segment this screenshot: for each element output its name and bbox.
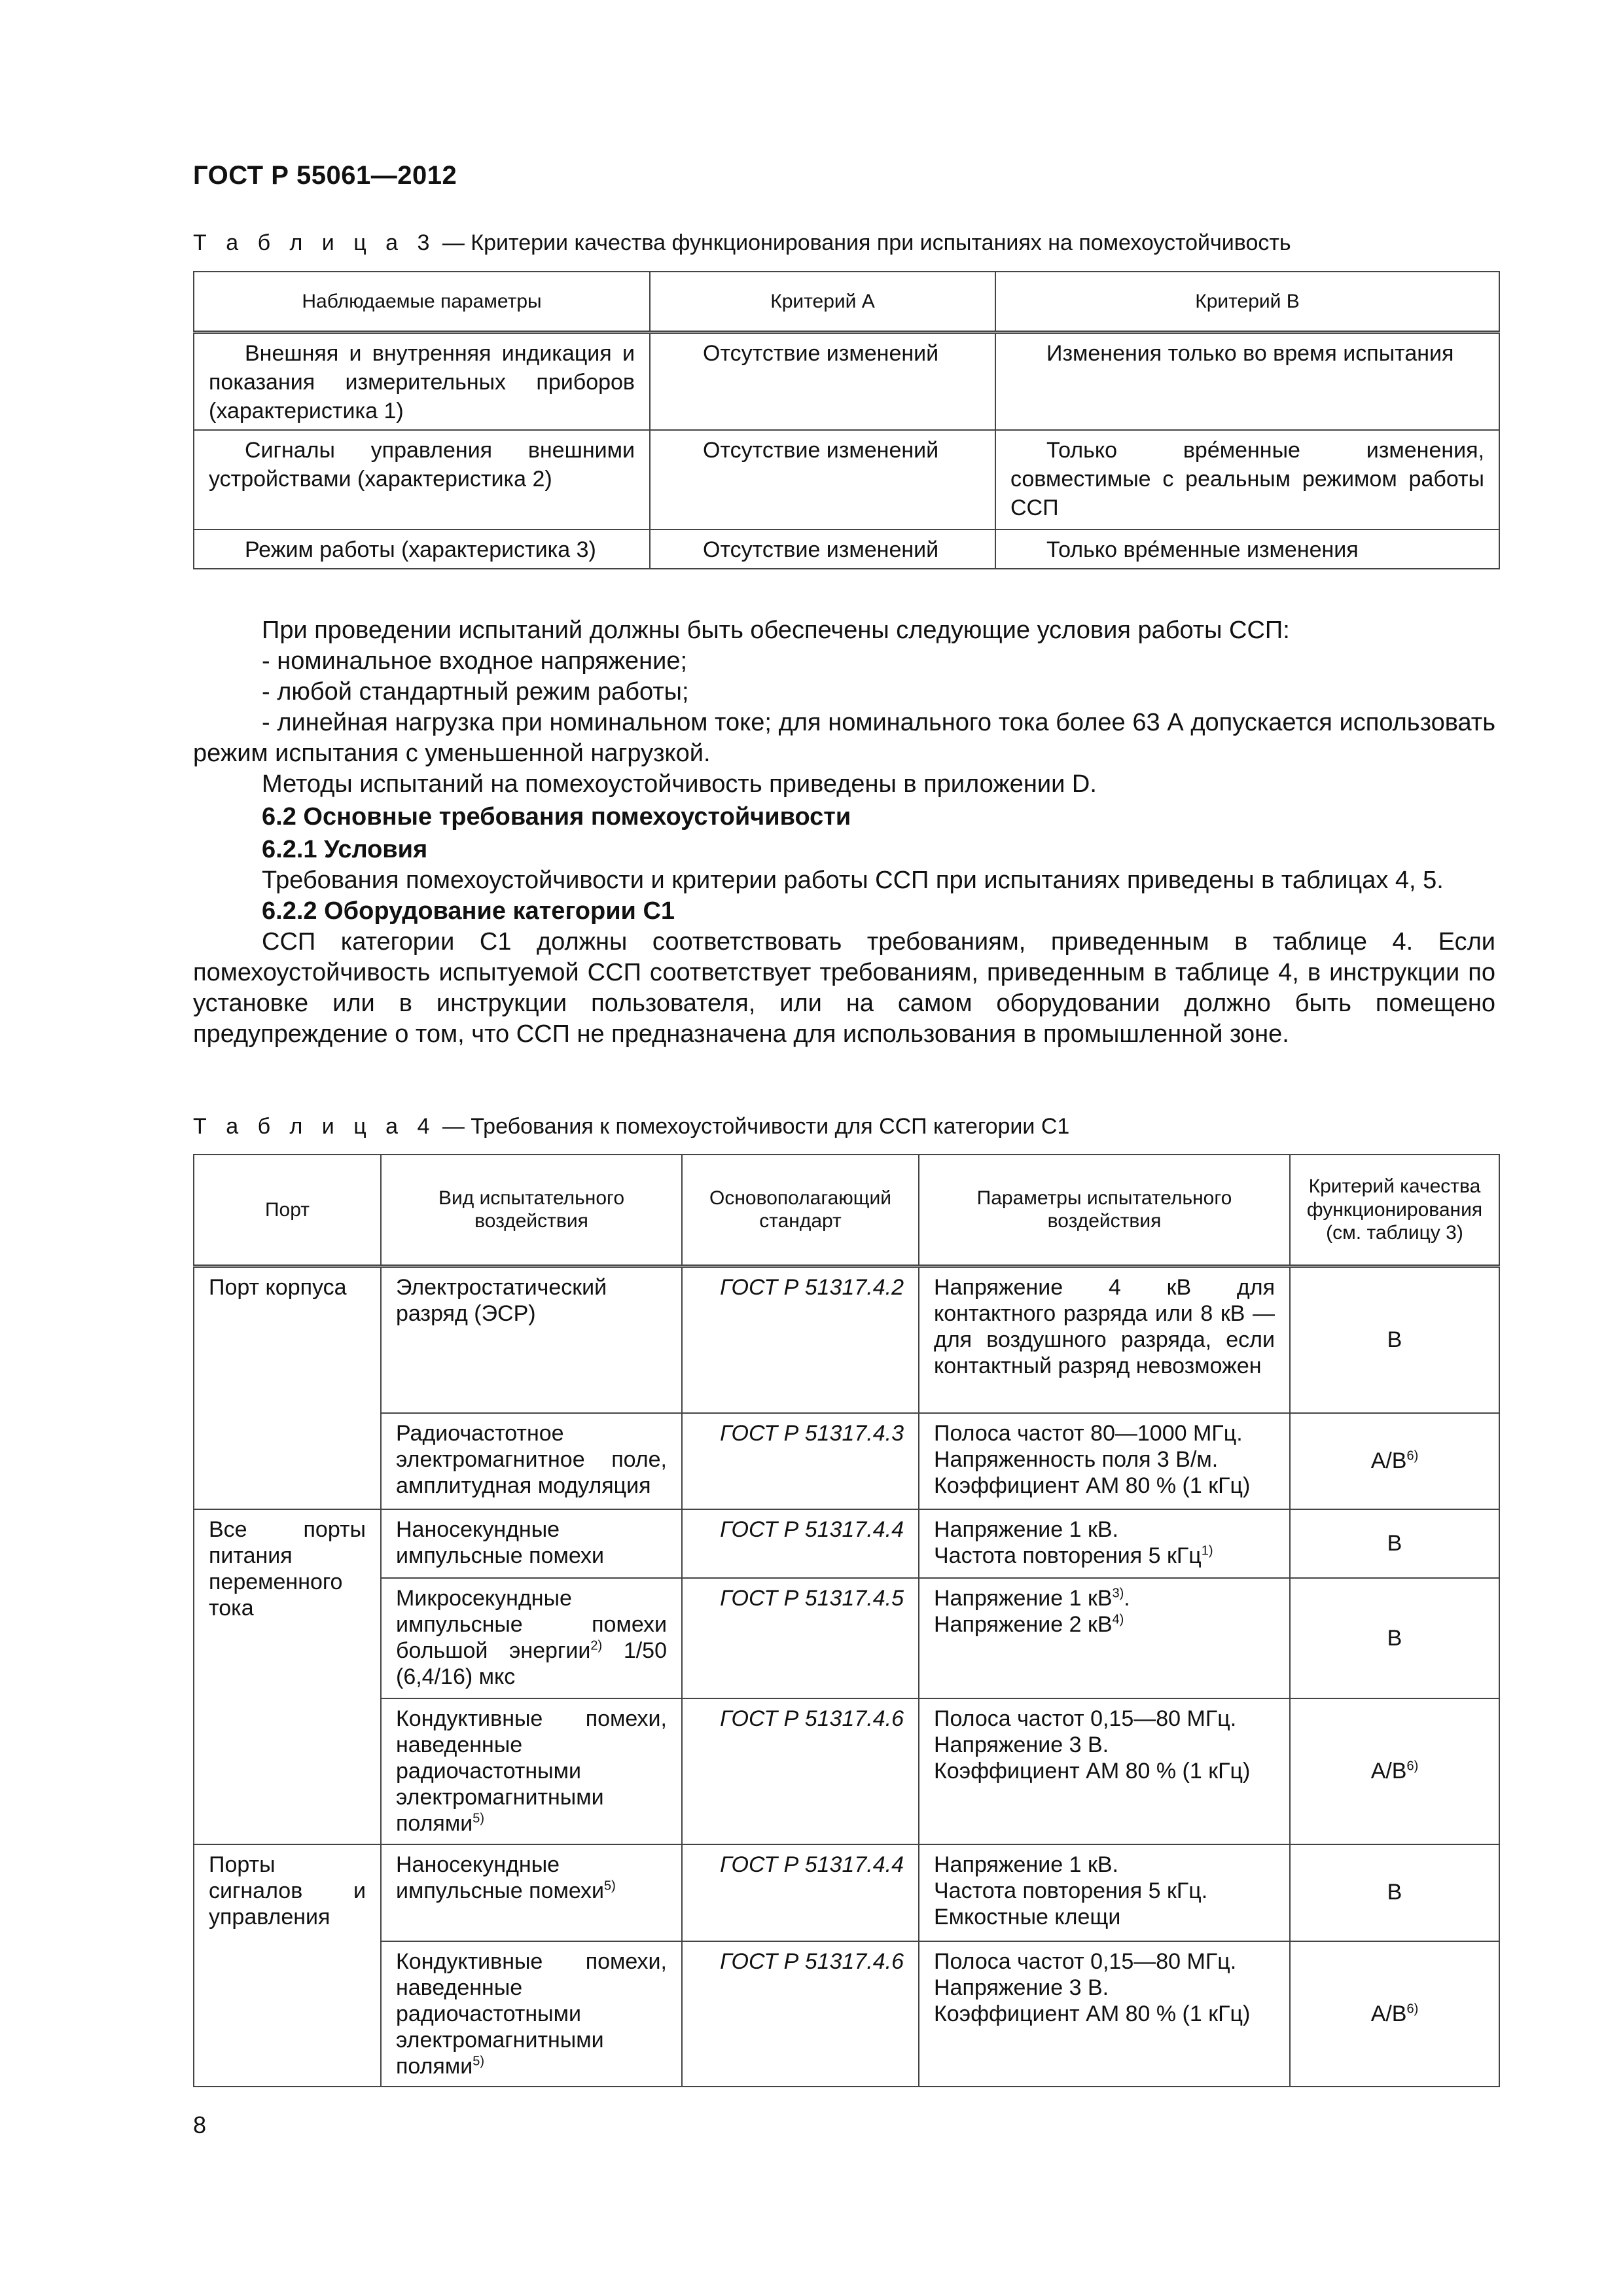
params-cell: Напряжение 4 кВ для контактного разряда или 8 кВ — для воздушного разряда, если контактный разряд невозможен	[919, 1266, 1290, 1413]
table4-header-cell: Вид испытательного воздействия	[381, 1155, 682, 1266]
paragraph: ССП категории С1 должны соответствовать требованиям, приведенным в таблице 4. Если помехоустойчивость испытуемой ССП соответствует требованиям, приведенным в таблице 4, в инструкции по установке или в инструкции пользователя, или на самом оборудовании должно быть помещено предупреждение о том, что ССП не предназначена для использования в промышленной зоне.	[193, 928, 1495, 1048]
kind-cell: Радиочастотное электромагнитное поле, амплитудная модуляция	[381, 1413, 682, 1509]
port-cell: Порт корпуса	[194, 1266, 381, 1509]
table4-caption: Т а б л и ц а 4 — Требования к помехоустойчивости для ССП категории С1	[193, 1114, 1070, 1139]
params-cell: Напряжение 1 кВ. Частота повторения 5 кГц. Емкостные клещи	[919, 1844, 1290, 1941]
paragraph: Требования помехоустойчивости и критерии работы ССП при испытаниях приведены в таблицах 4, 5.	[262, 867, 1444, 894]
params-cell: Напряжение 1 кВ. Частота повторения 5 кГц$^{1)}$	[919, 1509, 1290, 1578]
table3-cell: Только вре́менные изменения, совместимые с реальным режимом работы ССП	[995, 430, 1499, 529]
table3-cell: Режим работы (характеристика 3)	[194, 529, 650, 569]
kind-cell: Кондуктивные помехи, наведенные радиочастотными электромагнитными полями$^{5)}$	[381, 1698, 682, 1844]
port-cell: Порты сигналов и управления	[194, 1844, 381, 2087]
section-heading: 6.2 Основные требования помехоустойчивости	[262, 803, 851, 831]
section-heading: 6.2.1 Условия	[262, 836, 428, 863]
table4-header-cell: Параметры испытательного воздействия	[919, 1155, 1290, 1266]
criterion-cell: В	[1290, 1266, 1499, 1413]
criterion-cell: В	[1290, 1578, 1499, 1698]
table3-cell: Отсутствие изменений	[650, 529, 995, 569]
kind-cell: Наносекундные импульсные помехи	[381, 1509, 682, 1578]
criterion-cell: В	[1290, 1844, 1499, 1941]
table-row	[194, 1413, 1499, 1509]
table3-cell: Отсутствие изменений	[650, 430, 995, 529]
table-row	[194, 1509, 1499, 1578]
table3-cell: Отсутствие изменений	[650, 332, 995, 430]
kind-cell: Кондуктивные помехи, наведенные радиочастотными электромагнитными полями$^{5)}$	[381, 1941, 682, 2087]
document-header: ГОСТ Р 55061—2012	[193, 161, 457, 190]
standard-cell: ГОСТ Р 51317.4.4	[682, 1509, 919, 1578]
section-heading: 6.2.2 Оборудование категории С1	[262, 897, 675, 925]
table3-cell: Сигналы управления внешними устройствами (характеристика 2)	[194, 430, 650, 529]
standard-cell: ГОСТ Р 51317.4.4	[682, 1844, 919, 1941]
body-text	[193, 615, 1495, 1050]
port-cell: Все порты питания переменного тока	[194, 1509, 381, 1844]
params-cell: Полоса частот 80—1000 МГц. Напряженность поля 3 В/м. Коэффициент АМ 80 % (1 кГц)	[919, 1413, 1290, 1509]
table3-header-cell: Критерий В	[995, 272, 1499, 332]
table-row	[194, 430, 1499, 529]
kind-cell: Микросекундные импульсные помехи большой энергии$^{2)}$ 1/50 (6,4/16) мкс	[381, 1578, 682, 1698]
table-4	[193, 1154, 1500, 2087]
table-3	[193, 271, 1500, 569]
page-number: 8	[193, 2111, 207, 2138]
params-cell: Полоса частот 0,15—80 МГц. Напряжение 3 В. Коэффициент АМ 80 % (1 кГц)	[919, 1698, 1290, 1844]
list-item: - любой стандартный режим работы;	[262, 678, 689, 706]
table-row	[194, 529, 1499, 569]
table3-header-cell: Критерий А	[650, 272, 995, 332]
criterion-cell: В	[1290, 1509, 1499, 1578]
table3-cell: Внешняя и внутренняя индикация и показания измерительных приборов (характеристика 1)	[194, 332, 650, 430]
standard-cell: ГОСТ Р 51317.4.2	[682, 1266, 919, 1413]
standard-cell: ГОСТ Р 51317.4.3	[682, 1413, 919, 1509]
paragraph: При проведении испытаний должны быть обеспечены следующие условия работы ССП:	[262, 617, 1290, 644]
standard-cell: ГОСТ Р 51317.4.5	[682, 1578, 919, 1698]
criterion-cell: $А/В^{6)}$	[1290, 1941, 1499, 2087]
table3-caption: Т а б л и ц а 3 — Критерии качества функционирования при испытаниях на помехоустойчивость	[193, 230, 1291, 255]
table-row	[194, 1941, 1499, 2087]
list-item: - линейная нагрузка при номинальном токе; для номинального тока более 63 А допускается использовать режим испытания с уменьшенной нагрузкой.	[193, 709, 1495, 767]
standard-cell: ГОСТ Р 51317.4.6	[682, 1698, 919, 1844]
table4-header-cell: Основополагающий стандарт	[682, 1155, 919, 1266]
table3-header-cell: Наблюдаемые параметры	[194, 272, 650, 332]
params-cell: Полоса частот 0,15—80 МГц. Напряжение 3 В. Коэффициент АМ 80 % (1 кГц)	[919, 1941, 1290, 2087]
paragraph: Методы испытаний на помехоустойчивость приведены в приложении D.	[262, 770, 1097, 798]
table-row	[194, 1578, 1499, 1698]
table3-cell: Только вре́менные изменения	[995, 529, 1499, 569]
kind-cell: Электростатический разряд (ЭСР)	[381, 1266, 682, 1413]
criterion-cell: $А/В^{6)}$	[1290, 1698, 1499, 1844]
table-row	[194, 1844, 1499, 1941]
table4-header-cell: Критерий качества функционирования (см. таблицу 3)	[1290, 1155, 1499, 1266]
list-item: - номинальное входное напряжение;	[262, 647, 688, 675]
table4-header-cell: Порт	[194, 1155, 381, 1266]
criterion-cell: $А/В^{6)}$	[1290, 1413, 1499, 1509]
params-cell: Напряжение 1 $кВ^{3)}$. Напряжение 2 $кВ^{4)}$	[919, 1578, 1290, 1698]
table-row	[194, 1266, 1499, 1413]
kind-cell: Наносекундные импульсные помехи$^{5)}$	[381, 1844, 682, 1941]
table-row	[194, 1698, 1499, 1844]
standard-cell: ГОСТ Р 51317.4.6	[682, 1941, 919, 2087]
table3-cell: Изменения только во время испытания	[995, 332, 1499, 430]
table-row	[194, 332, 1499, 430]
